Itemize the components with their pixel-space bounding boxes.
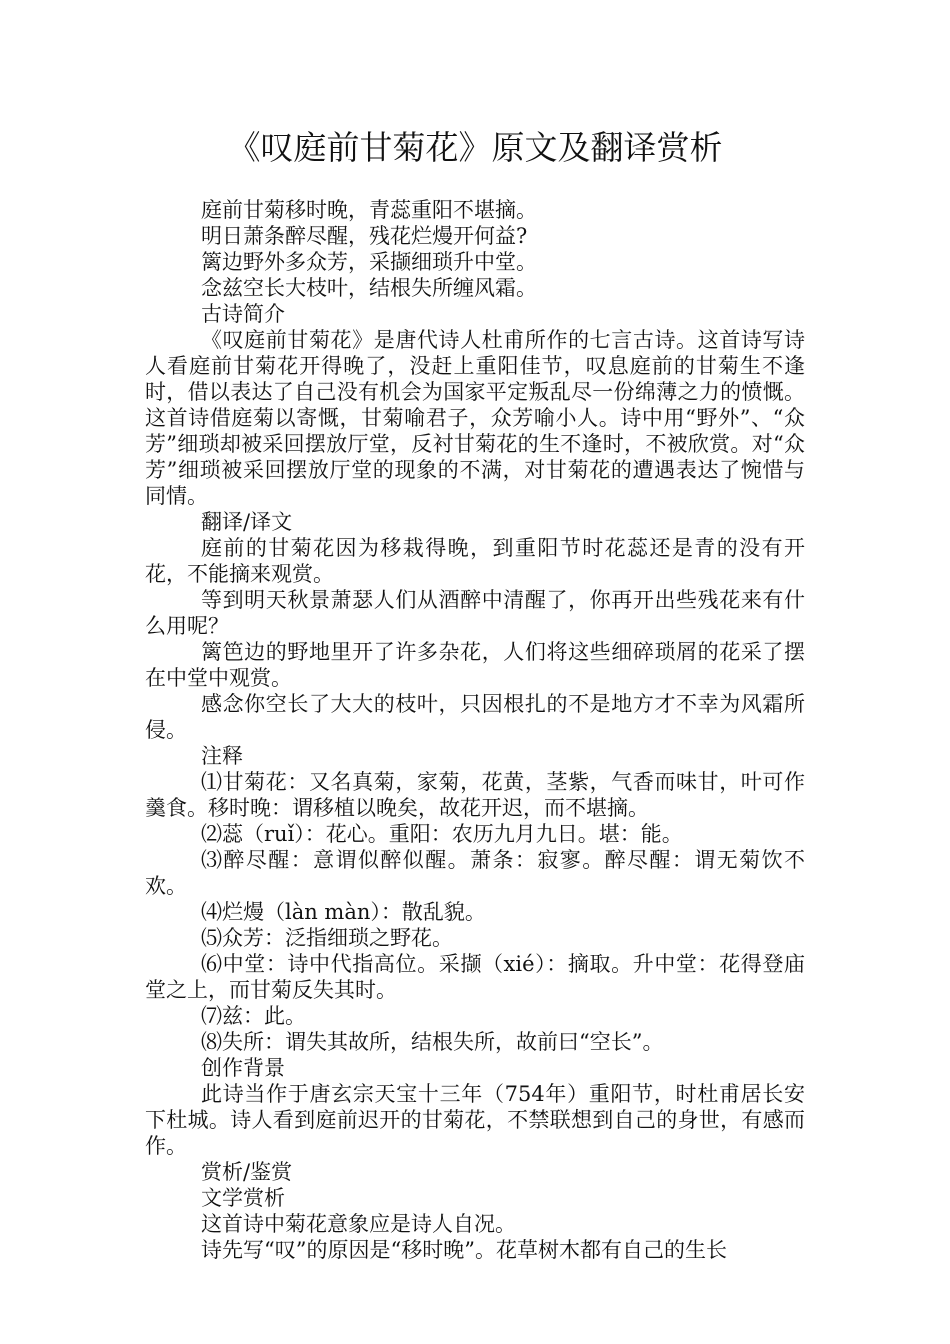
background-heading: 创作背景	[201, 1056, 285, 1080]
note-7: ⑺兹：此。	[201, 1004, 306, 1028]
literary-paragraph-2: 诗先写“叹”的原因是“移时晚”。花草树木都有自己的生长	[201, 1238, 727, 1262]
note-5: ⑸众芳：泛指细琐之野花。	[201, 926, 453, 950]
translation-paragraph-2: 等到明天秋景萧瑟人们从酒醉中清醒了，你再开出些残花来有什么用呢？	[145, 588, 805, 638]
intro-paragraph: 《叹庭前甘菊花》是唐代诗人杜甫所作的七言古诗。这首诗写诗人看庭前甘菊花开得晚了，没赶上重阳佳节，叹息庭前的甘菊生不逢时，借以表达了自己没有机会为国家平定叛乱尽一份绵薄之力的愤慨。这首诗借庭菊以寄慨，甘菊喻君子，众芳喻小人。诗中用“野外”、“众芳”细琐却被采回摆放厅堂，反衬甘菊花的生不逢时，不被欣赏。对“众芳”细琐被采回摆放厅堂的现象的不满，对甘菊花的遭遇表达了惋惜与同情。	[145, 328, 805, 508]
background-paragraph: 此诗当作于唐玄宗天宝十三年（754年）重阳节，时杜甫居长安下杜城。诗人看到庭前迟开的甘菊花，不禁联想到自己的身世，有感而作。	[145, 1082, 805, 1158]
note-1: ⑴甘菊花：又名真菊，家菊，花黄，茎紫，气香而味甘，叶可作羹食。移时晚：谓移植以晚矣，故花开迟，而不堪摘。	[145, 770, 805, 820]
translation-paragraph-1: 庭前的甘菊花因为移栽得晚，到重阳节时花蕊还是青的没有开花，不能摘来观赏。	[145, 536, 805, 586]
note-6: ⑹中堂：诗中代指高位。采撷（xié）：摘取。升中堂：花得登庙堂之上，而甘菊反失其时。	[145, 952, 805, 1002]
literary-paragraph-1: 这首诗中菊花意象应是诗人自况。	[201, 1212, 516, 1236]
translation-heading: 翻译/译文	[201, 510, 293, 534]
poem-line-1: 庭前甘菊移时晚，青蕊重阳不堪摘。	[201, 198, 537, 222]
translation-paragraph-3: 篱笆边的野地里开了许多杂花，人们将这些细碎琐屑的花采了摆在中堂中观赏。	[145, 640, 805, 690]
poem-line-2: 明日萧条醉尽醒，残花烂熳开何益?	[201, 224, 528, 248]
note-2: ⑵蕊（ruǐ）：花心。重阳：农历九月九日。堪：能。	[201, 822, 683, 846]
document-title: 《叹庭前甘菊花》原文及翻译赏析	[227, 128, 723, 167]
poem-line-3: 篱边野外多众芳，采撷细琐升中堂。	[201, 250, 537, 274]
intro-heading: 古诗简介	[201, 302, 285, 326]
appreciation-heading: 赏析/鉴赏	[201, 1160, 293, 1184]
note-8: ⑻失所：谓失其故所，结根失所，故前曰“空长”。	[201, 1030, 664, 1054]
notes-heading: 注释	[201, 744, 243, 768]
poem-line-4: 念兹空长大枝叶，结根失所缠风霜。	[201, 276, 537, 300]
document-body	[145, 197, 805, 1263]
note-3: ⑶醉尽醒：意谓似醉似醒。萧条：寂寥。醉尽醒：谓无菊饮不欢。	[145, 848, 805, 898]
translation-paragraph-4: 感念你空长了大大的枝叶，只因根扎的不是地方才不幸为风霜所侵。	[145, 692, 805, 742]
note-4: ⑷烂熳（làn màn）：散乱貌。	[201, 900, 486, 924]
literary-heading: 文学赏析	[201, 1186, 285, 1210]
